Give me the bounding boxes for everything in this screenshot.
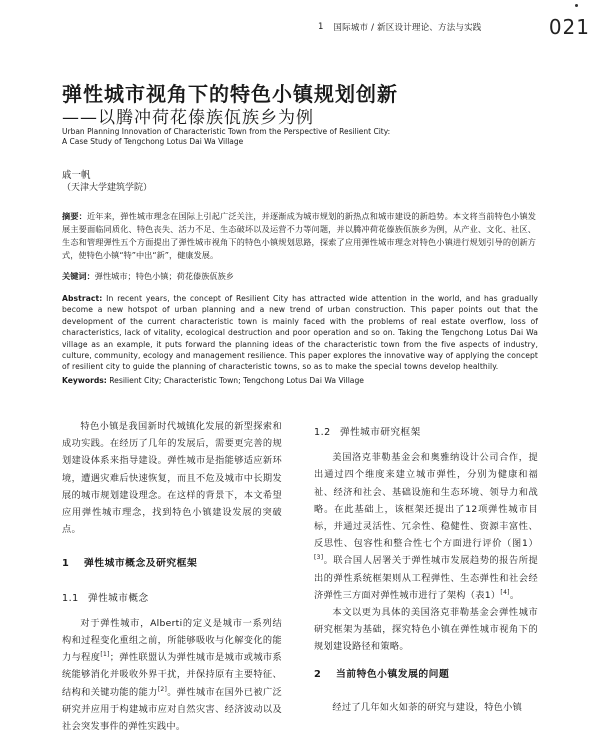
section-1-2-title: 弹性城市研究框架 — [340, 427, 421, 438]
keywords-english — [62, 375, 538, 386]
p11-text-b: ；弹性联盟认为弹性城市是城市或城市系统能够消化并吸收外界干扰，并保持原有主要特征、结构和关键功能的能力 — [62, 652, 282, 698]
citation-3: [3] — [314, 554, 324, 562]
section-1-2-heading — [314, 424, 538, 441]
p11-text-a: 对于弹性城市，Alberti的定义是城市一系列结构和过程变化重组之前，所能够吸收与化解变化的能力与程度 — [62, 617, 282, 664]
section-1-1-number: 1.1 — [62, 592, 79, 604]
section-2-title: 当前特色小镇发展的问题 — [336, 668, 450, 680]
section-1-1-title: 弹性城市概念 — [88, 592, 149, 604]
section-1-2-paragraph — [314, 449, 538, 604]
section-1-heading — [62, 555, 282, 572]
keywords-chinese — [62, 270, 536, 283]
body-right-column — [314, 418, 538, 716]
citation-2: [2] — [157, 685, 168, 693]
page-number: 021 — [548, 15, 590, 39]
english-title-line-1: Urban Planning Innovation of Characteristic Town from the Perspective of Resilient City: — [62, 127, 391, 136]
abstract-en-text: In recent years, the concept of Resilient City has attracted wide attention in the world, and has gradually become a new hotspot of urban planning and a new trend of urban construction. This paper points out that the development of the current characteristic town is mainly faced with the problems of real estate overflow, loss of characteristics, lack of vitality, ecological destruction and poor operation and so on. Taking the Tengchong Lotus Dai Wa village as an example, it puts forward the planning ideas of the characteristic town from the five aspects of industry, culture, community, ecology and management resilience. This paper explores the innovative way of applying the concept of resilient city to guide the planning of characteristic towns, so as to make the special towns develop healthily. — [62, 294, 538, 372]
header-section-title: 国际城市 / 新区设计理论、方法与实践 — [333, 23, 482, 33]
section-1-2-number: 1.2 — [314, 427, 331, 438]
section-2-heading — [314, 666, 538, 683]
section-1-number: 1 — [62, 558, 70, 570]
body-left-column — [62, 418, 282, 735]
section-1-1-heading — [62, 590, 282, 607]
page-mark — [575, 4, 578, 7]
abstract-cn-label: 摘要： — [62, 211, 87, 221]
section-1-1-paragraph — [62, 615, 282, 735]
section-2-number: 2 — [314, 668, 322, 680]
intro-paragraph: 特色小镇是我国新时代城镇化发展的新型探索和成功实践。在经历了几年的发展后，需要更完善的规划建设体系来指导建设。弹性城市是指能够适应新环境，遭遇灾难后快速恢复，而且不危及城市中长期发展的城市规划建设理念。在这样的背景下，本文希望应用弹性城市理念，找到特色小镇建设发展的突破点。 — [62, 421, 282, 536]
p12-text-c: 。 — [509, 589, 520, 601]
running-header — [318, 16, 590, 38]
section-2-paragraph: 经过了几年如火如荼的研究与建设，特色小镇 — [332, 701, 523, 713]
citation-4: [4] — [500, 588, 510, 596]
keywords-cn-text: 弹性城市；特色小镇；荷花傣族佤族乡 — [94, 271, 234, 281]
section-1-2-second-paragraph: 本文以更为具体的美国洛克菲勒基金会弹性城市研究框架为基础，探究特色小镇在弹性城市视角下的规划建设路径和策略。 — [314, 607, 538, 653]
abstract-cn-text: 近年来，弹性城市理念在国际上引起广泛关注，并逐渐成为城市规划的新热点和城市建设的新趋势。本文将当前特色小镇发展主要面临同质化、特色丧失、活力不足、生态破坏以及运营不力等问题，并以腾冲荷花傣族佤族乡为例，从产业、文化、社区、生态和管理弹性五个方面提出了弹性城市视角下的特色小镇规划思路，探索了应用弹性城市理念对特色小镇进行规划引导的创新方式，使特色小镇“特”中出“新”，健康发展。 — [62, 211, 536, 260]
article-title: 弹性城市视角下的特色小镇规划创新 — [62, 82, 398, 106]
keywords-cn-label: 关键词： — [62, 271, 95, 281]
keywords-en-label: Keywords: — [62, 376, 107, 385]
abstract-en-label: Abstract: — [62, 294, 103, 303]
p11-text-c: 。弹性城市在国外已被广泛研究并应用于构建城市应对自然灾害、经济波动以及社会突发事件的弹性实践中。 — [62, 686, 283, 733]
author-affiliation: （天津大学建筑学院） — [62, 183, 153, 193]
article-subtitle: ——以腾冲荷花傣族佤族乡为例 — [62, 108, 314, 128]
keywords-en-text: Resilient City; Characteristic Town; Tengchong Lotus Dai Wa Village — [109, 376, 364, 385]
author-name: 戚一帆 — [62, 170, 91, 181]
english-title-line-2: A Case Study of Tengchong Lotus Dai Wa Village — [62, 137, 244, 146]
p12-text-a: 美国洛克菲勒基金会和奥雅纳设计公司合作，提出通过四个维度来建立城市弹性，分别为健康和福祉、经济和社会、基础设施和生态环境、领导力和战略。在此基础上，该框架还提出了12项弹性城市目标，并通过灵活性、冗余性、稳健性、资源丰富性、反思性、包容性和整合性七个方面进行评价（图1） — [314, 452, 538, 550]
p12-text-b: 。联合国人居署关于弹性城市发展趋势的报告所提出的弹性系统框架则从工程弹性、生态弹性和社会经济弹性三方面对弹性城市进行了架构（表1） — [314, 555, 538, 601]
english-title — [62, 127, 522, 147]
header-section-number: 1 — [318, 22, 324, 32]
abstract-english — [62, 293, 538, 373]
abstract-chinese — [62, 210, 536, 262]
section-1-title: 弹性城市概念及研究框架 — [84, 558, 198, 570]
citation-1: [1] — [100, 651, 110, 659]
